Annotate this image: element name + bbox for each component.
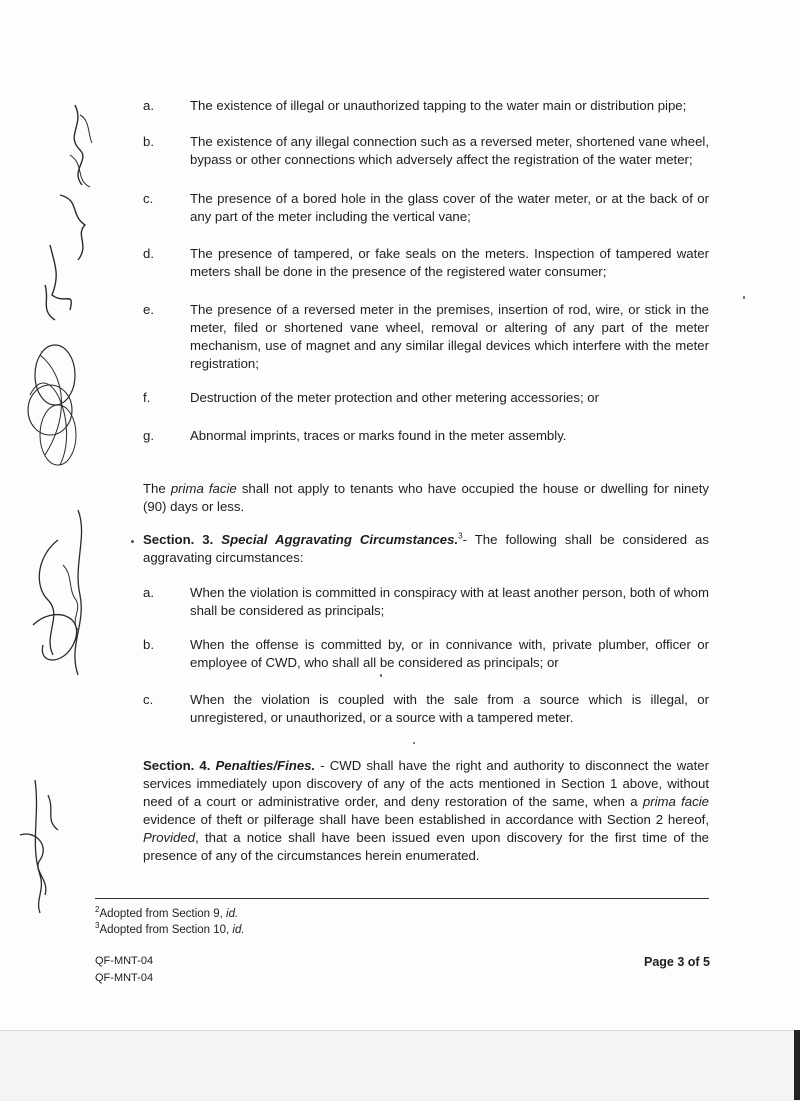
section-4-paragraph [143, 757, 709, 865]
footnote-text: Adopted from Section 10, [99, 924, 233, 936]
paragraph-italic: prima facie [170, 481, 237, 496]
section-number: Section. 3. [143, 532, 214, 547]
margin-signatures [0, 0, 130, 920]
signature-2 [20, 335, 90, 475]
page-number [600, 955, 710, 969]
list-text: When the violation is committed in conspiracy with at least another person, both of whom shall be considered as principals; [190, 585, 709, 618]
signature-3 [18, 505, 108, 680]
paragraph-text: The [143, 481, 171, 496]
footnote-mark: 3 [95, 921, 100, 931]
list-item [143, 97, 709, 115]
section-body: , that a notice shall have been issued even upon discovery for the first time of the presence of any of the circumstances herein enumerated. [143, 830, 709, 863]
list-item [143, 245, 709, 281]
section-title: Special Aggravating Circumstances. [221, 532, 459, 547]
list-text: The presence of a bored hole in the glass cover of the water meter, or at the back of or any part of the meter including the vertical vane; [190, 191, 709, 224]
list-item [143, 691, 709, 727]
list-item [143, 133, 709, 169]
section-body: - CWD shall have the right and authority to disconnect the water services immediately upon discovery of any of the acts mentioned in Section 1 above, without need of a court or administrative order, and deny restoration of the same, when a [143, 758, 709, 809]
footnote [95, 906, 245, 922]
footnotes [95, 906, 245, 938]
list-text: The presence of tampered, or fake seals on the meters. Inspection of tampered water meters shall be done in the presence of the registered water consumer; [190, 246, 709, 279]
list-label: c. [143, 692, 154, 707]
section-body: evidence of theft or pilferage shall have been established in accordance with Section 2 hereof, [143, 812, 709, 827]
page-middle: of [684, 955, 704, 969]
section-number: Section. 4. [143, 758, 211, 773]
scan-edge [794, 1030, 800, 1100]
list-label: b. [143, 134, 154, 149]
footnote-italic: id. [232, 924, 245, 936]
list-label: d. [143, 246, 154, 261]
list-item [143, 636, 709, 672]
signature-1 [30, 95, 100, 325]
paragraph-text: shall not apply to tenants who have occupied the house or dwelling for ninety (90) days or less. [143, 481, 709, 514]
form-codes [95, 953, 153, 987]
signature-4 [10, 775, 70, 915]
list-item [143, 190, 709, 226]
page-total: 5 [703, 955, 710, 969]
list-label: a. [143, 98, 154, 113]
list-text: The presence of a reversed meter in the premises, insertion of rod, wire, or stick in the meter, filed or shortened vane wheel, removal or altering of any part of the meter mechanism, use of magnet and any similar illegal devices which interfere with the meter registration; [190, 302, 709, 371]
section-body: - The following shall be considered as aggravating circumstances: [143, 532, 709, 565]
list-label: c. [143, 191, 154, 206]
list-text: The existence of any illegal connection such as a reversed meter, shortened vane wheel, bypass or other connections which adversely affect the registration of the water meter; [190, 134, 709, 167]
section-italic: prima facie [642, 794, 709, 809]
list-text: Abnormal imprints, traces or marks found in the meter assembly. [190, 428, 567, 443]
page-prefix: Page [643, 955, 678, 969]
list-text: The existence of illegal or unauthorized tapping to the water main or distribution pipe; [190, 98, 687, 113]
list-label: b. [143, 637, 154, 652]
page-current: 3 [677, 955, 685, 969]
scan-margin [0, 1030, 800, 1101]
list-label: g. [143, 428, 154, 443]
list-text: Destruction of the meter protection and other metering accessories; or [190, 390, 600, 405]
footnote-divider [95, 898, 709, 899]
list-item [143, 301, 709, 373]
footnote-mark: 3 [458, 531, 463, 541]
list-item [143, 427, 709, 445]
footnote [95, 922, 245, 938]
list-item [143, 389, 709, 407]
list-label: a. [143, 585, 154, 600]
form-code: QF-MNT-04 [95, 972, 154, 984]
footnote-mark: 2 [95, 905, 100, 915]
footnote-text: Adopted from Section 9, [99, 908, 227, 920]
list-label: e. [143, 302, 154, 317]
form-code: QF-MNT-04 [95, 955, 154, 967]
section-italic: Provided [143, 830, 196, 845]
prima-facie-paragraph [143, 480, 709, 516]
list-label: f. [143, 390, 151, 405]
list-item [143, 584, 709, 620]
list-text: When the violation is coupled with the sale from a source which is illegal, or unregistered, or unauthorized, or a source with a tampered meter. [190, 692, 709, 725]
footnote-italic: id. [226, 908, 239, 920]
list-text: When the offense is committed by, or in connivance with, private plumber, officer or employee of CWD, who shall all be considered as principals; or [190, 637, 709, 670]
section-3-paragraph [143, 531, 709, 567]
section-title: Penalties/Fines. [215, 758, 316, 773]
